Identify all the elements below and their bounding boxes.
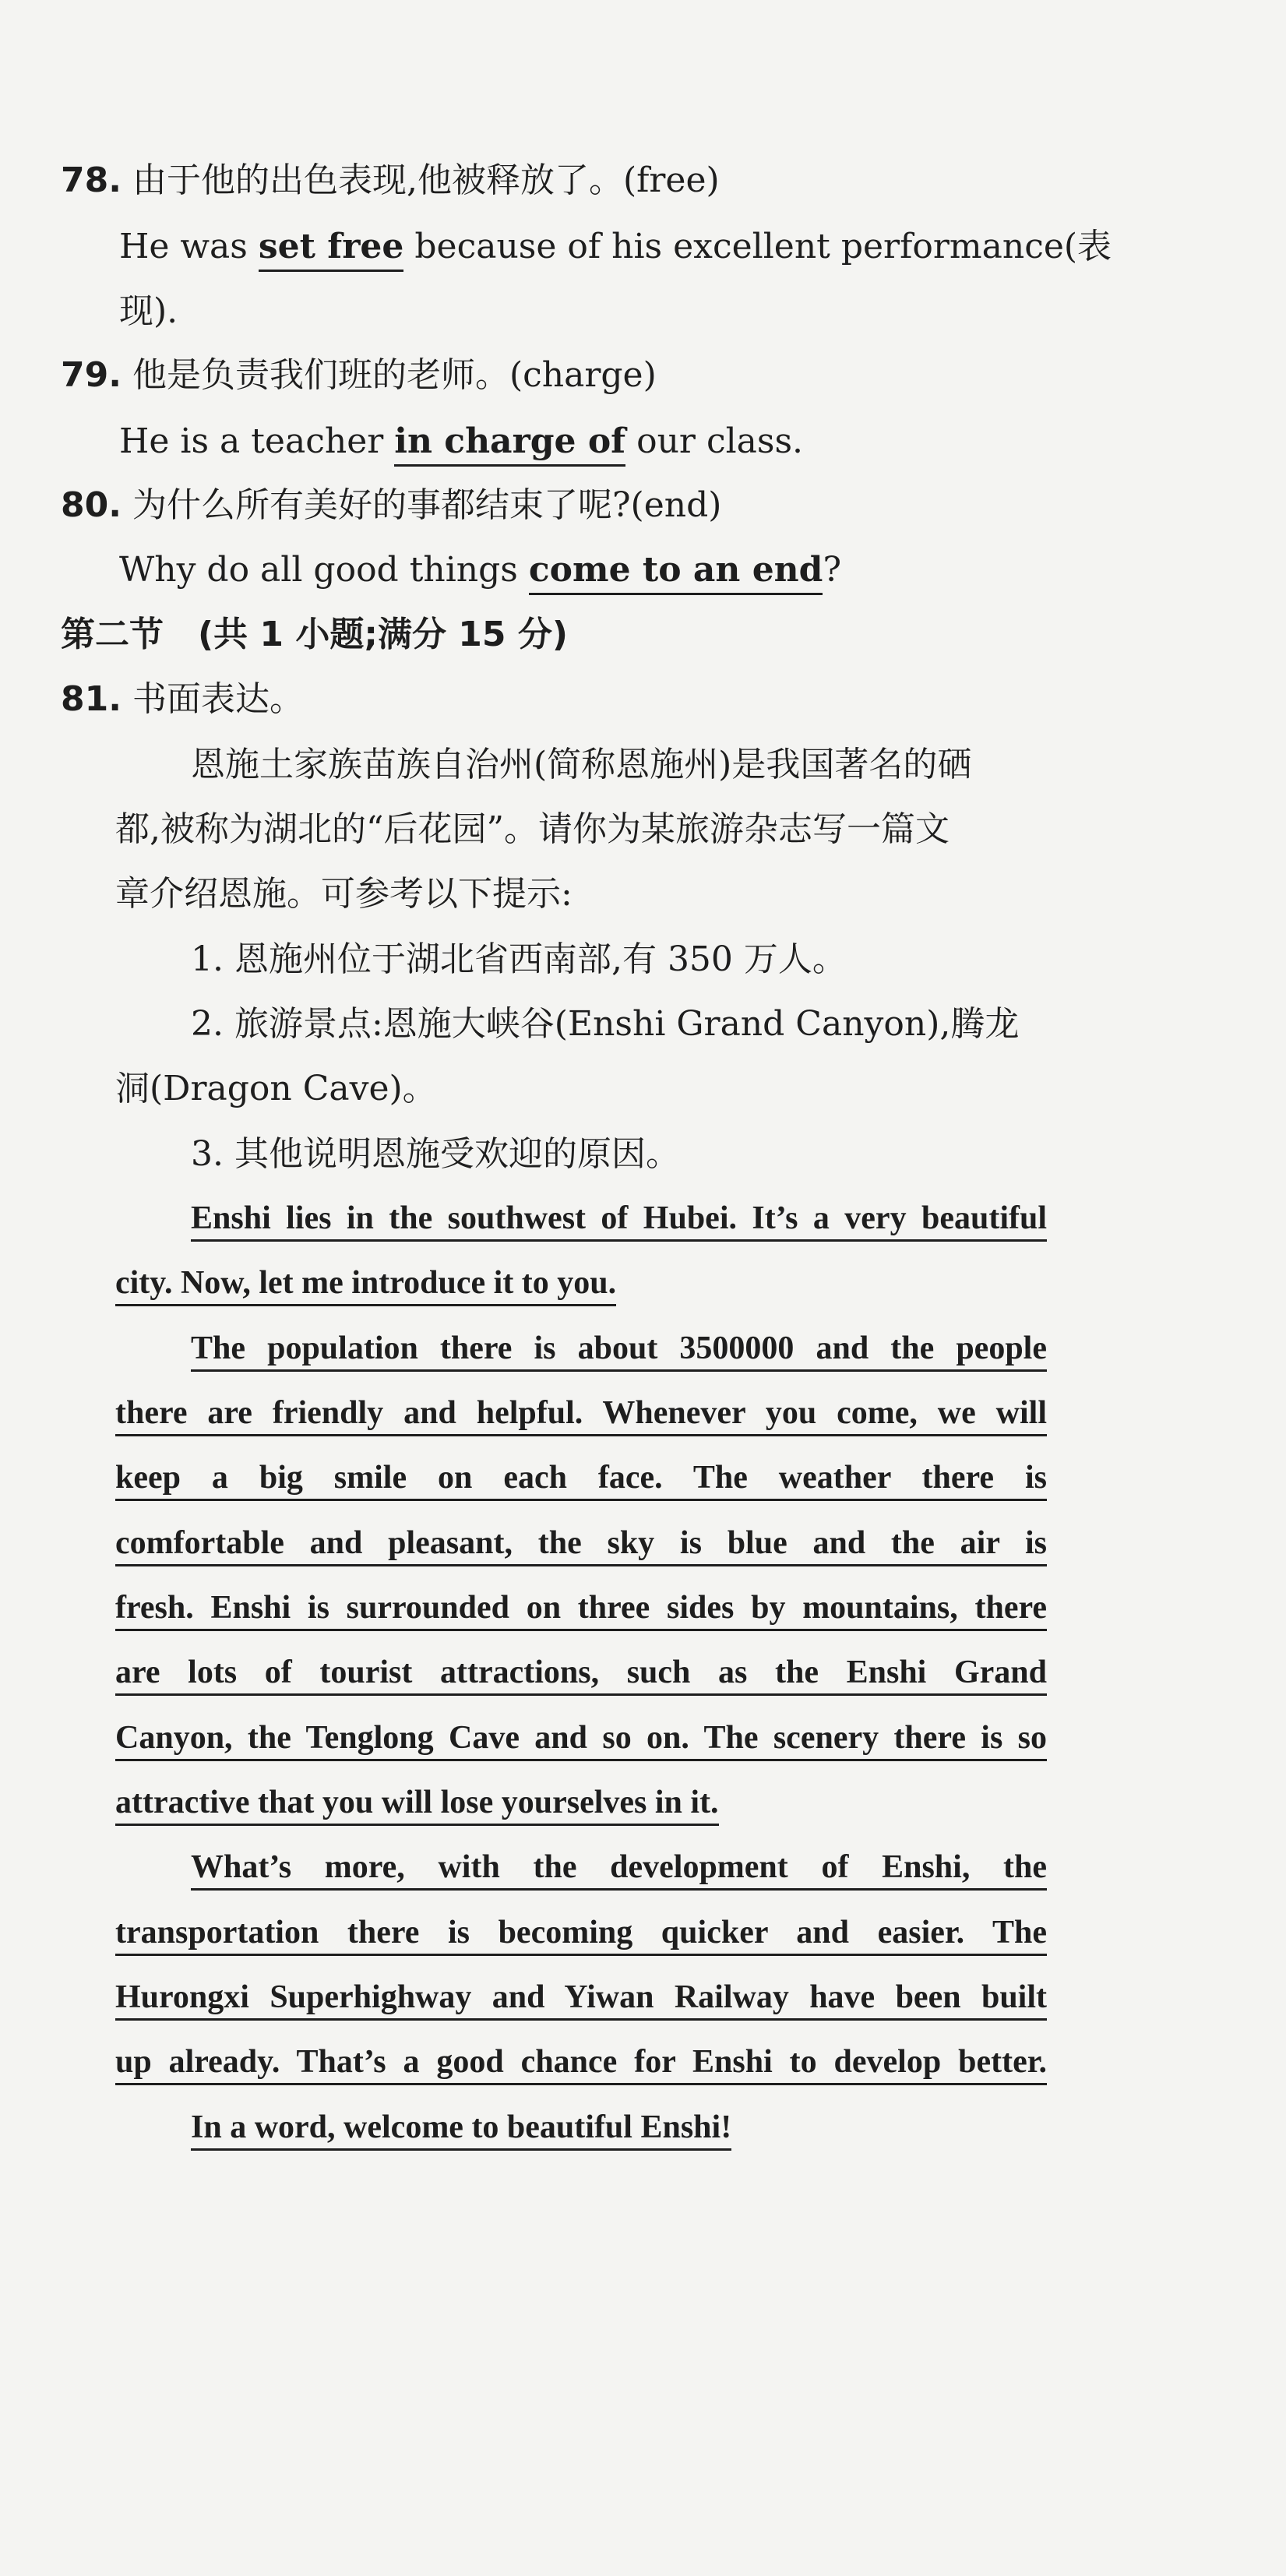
question-80-prompt (61, 485, 722, 525)
hint-2-continued: 洞(Dragon Cave)。 (115, 1069, 437, 1108)
question-text: 书面表达。 (132, 679, 304, 719)
question-text: 为什么所有美好的事都结束了呢?(end) (132, 485, 722, 525)
essay-line: comfortable and pleasant, the sky is blue and the air is (115, 1527, 1047, 1566)
prompt-intro-line-1: 恩施土家族苗族自治州(简称恩施州)是我国著名的硒 (191, 745, 972, 784)
essay-line: Canyon, the Tenglong Cave and so on. The scenery there is so (115, 1721, 1047, 1761)
answer-suffix: ? (823, 550, 842, 590)
hint-2: 2. 旅游景点:恩施大峡谷(Enshi Grand Canyon),腾龙 (191, 1004, 1020, 1044)
prompt-intro-line-2: 都,被称为湖北的“后花园”。请你为某旅游杂志写一篇文 (115, 809, 950, 849)
essay-line: fresh. Enshi is surrounded on three sides by mountains, there (115, 1591, 1047, 1631)
section-heading: 第二节 (共 1 小题;满分 15 分) (61, 615, 568, 654)
question-text: 他是负责我们班的老师。(charge) (132, 355, 657, 395)
question-80-answer-line (119, 550, 842, 590)
answer-suffix: our class. (625, 421, 804, 461)
essay-line: up already. That’s a good chance for Enshi to develop better. (115, 2046, 1047, 2085)
essay-line: In a word, welcome to beautiful Enshi! (191, 2111, 731, 2151)
essay-line: transportation there is becoming quicker and easier. The (115, 1916, 1047, 1956)
essay-line: Enshi lies in the southwest of Hubei. It’s a very beautiful (191, 1202, 1047, 1242)
essay-line: keep a big smile on each face. The weather there is (115, 1461, 1047, 1501)
question-text: 由于他的出色表现,他被释放了。(free) (132, 160, 720, 200)
question-number: 81. (61, 679, 122, 719)
question-number: 80. (61, 485, 122, 525)
essay-line: The population there is about 3500000 and the people (191, 1332, 1047, 1372)
answer-prefix: He is a teacher (119, 421, 395, 461)
question-78-answer-line (119, 227, 1112, 266)
answer-prefix: He was (119, 227, 259, 266)
essay-line: are lots of tourist attractions, such as the Enshi Grand (115, 1656, 1047, 1696)
question-81-prompt (61, 679, 304, 719)
essay-line: Hurongxi Superhighway and Yiwan Railway have been built (115, 1981, 1047, 2021)
essay-line: What’s more, with the development of Enshi, the (191, 1851, 1047, 1891)
essay-line: there are friendly and helpful. Whenever you come, we will (115, 1397, 1047, 1436)
question-number: 78. (61, 160, 122, 200)
answer-fill: come to an end (529, 550, 823, 595)
answer-suffix: because of his excellent performance(表 (403, 227, 1112, 266)
question-number: 79. (61, 355, 122, 395)
hint-3: 3. 其他说明恩施受欢迎的原因。 (191, 1134, 680, 1174)
essay-line: attractive that you will lose yourselves in it. (115, 1786, 719, 1826)
question-78-prompt (61, 160, 720, 200)
essay-line: city. Now, let me introduce it to you. (115, 1267, 616, 1306)
question-79-prompt (61, 355, 657, 395)
hint-1: 1. 恩施州位于湖北省西南部,有 350 万人。 (191, 939, 847, 979)
question-78-answer-continued: 现). (119, 291, 178, 331)
answer-prefix: Why do all good things (119, 550, 529, 590)
answer-fill: in charge of (394, 421, 625, 467)
prompt-intro-line-3: 章介绍恩施。可参考以下提示: (115, 874, 573, 914)
answer-fill: set free (259, 227, 404, 272)
question-79-answer-line (119, 421, 804, 461)
